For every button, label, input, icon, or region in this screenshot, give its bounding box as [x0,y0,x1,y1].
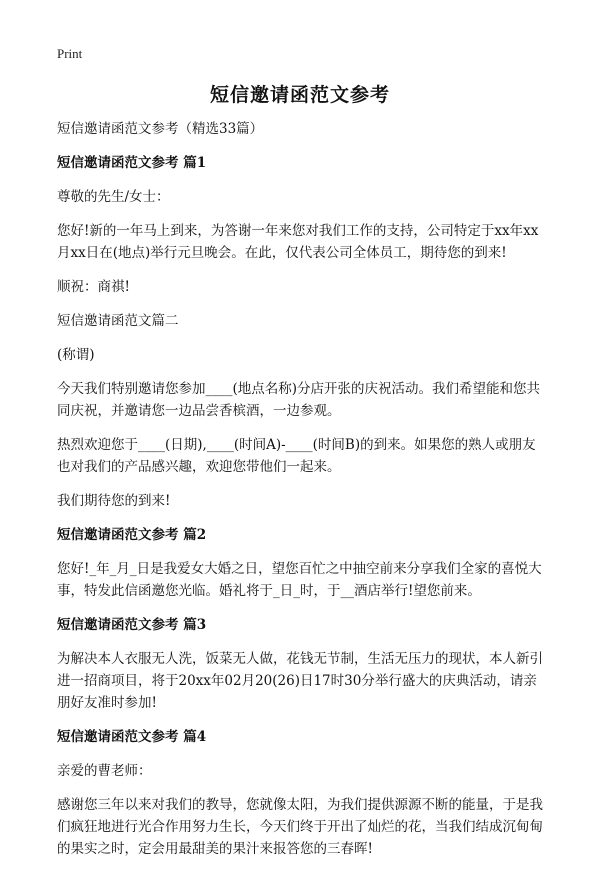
document-body [57,118,547,872]
print-label: Print [57,46,83,61]
paragraph: 短信邀请函范文篇二 [57,313,179,329]
paragraph: 短信邀请函范文参考（精选33篇） [57,121,264,137]
section-heading: 短信邀请函范文参考 篇1 [57,155,207,171]
paragraph: 今天我们特别邀请您参加____(地点名称)分店开张的庆祝活动。我们希望能和您共同庆祝，并邀请您一边品尝香槟酒，一边参观。 [57,381,541,419]
paragraph: 热烈欢迎您于____(日期),____(时间A)-____(时间B)的到来。如果您的熟人或朋友也对我们的产品感兴趣，欢迎您带他们一起来。 [57,437,536,475]
paragraph: 亲爱的曹老师： [57,763,152,779]
paragraph: 为解决本人衣服无人洗，饭菜无人做，花钱无节制，生活无压力的现状，本人新引进一招商项目，将于20xx年02月20(26)日17时30分举行盛大的庆典活动，请亲朋好友准时参加! [57,651,543,711]
section-heading: 短信邀请函范文参考 篇3 [57,617,207,633]
paragraph: (称谓) [57,347,95,363]
section-heading: 短信邀请函范文参考 篇4 [57,729,207,745]
document-title: 短信邀请函范文参考 [209,84,390,106]
paragraph: 尊敬的先生/女士： [57,189,170,205]
paragraph: 感谢您三年以来对我们的教导，您就像太阳，为我们提供源源不断的能量，于是我们疯狂地进行光合作用努力生长，今天们终于开出了灿烂的花，当我们结成沉甸甸的果实之时，定会用最甜美的果汁来报答您的三春晖! [57,797,543,857]
paragraph: 您好!_年_月_日是我爱女大婚之日，望您百忙之中抽空前来分享我们全家的喜悦大事，特发此信函邀您光临。婚礼将于_日_时，于__酒店举行!望您前来。 [57,561,542,599]
paragraph: 您好!新的一年马上到来，为答谢一年来您对我们工作的支持，公司特定于xx年xx月xx日在(地点)举行元旦晚会。在此，仅代表公司全体员工，期待您的到来! [57,223,539,261]
section-heading: 短信邀请函范文参考 篇2 [57,527,207,543]
paragraph: 顺祝：商祺! [57,279,130,295]
paragraph: 我们期待您的到来! [57,493,171,509]
